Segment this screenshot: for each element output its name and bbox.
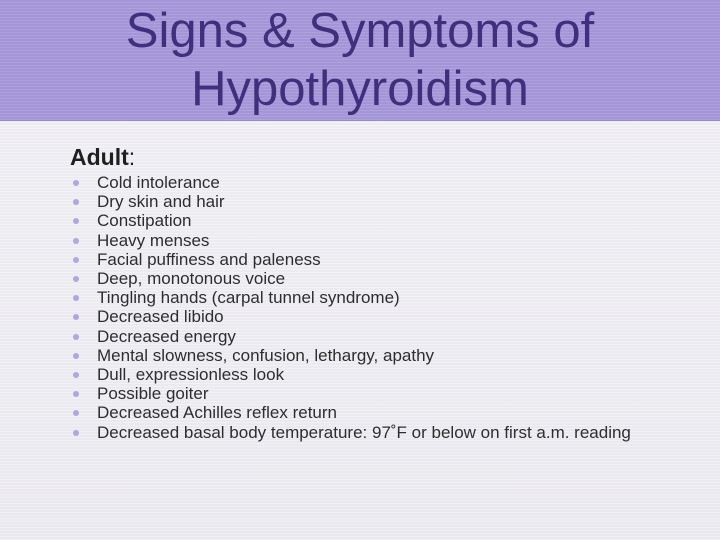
list-item bbox=[70, 288, 690, 307]
list-item bbox=[70, 327, 690, 346]
slide-title-line-2: Hypothyroidism bbox=[191, 62, 529, 116]
list-item bbox=[70, 211, 690, 230]
bullet-icon bbox=[73, 372, 79, 378]
list-item-text: Dry skin and hair bbox=[97, 192, 225, 212]
list-item bbox=[70, 173, 690, 192]
bullet-icon bbox=[73, 218, 79, 224]
list-item-text: Decreased basal body temperature: 97˚F or below on first a.m. reading bbox=[97, 422, 631, 442]
list-item-text: Deep, monotonous voice bbox=[97, 269, 286, 289]
list-item-text: Dull, expressionless look bbox=[97, 365, 285, 385]
bullet-icon bbox=[73, 257, 79, 263]
bullet-icon bbox=[73, 391, 79, 397]
list-item-text: Facial puffiness and paleness bbox=[97, 249, 321, 269]
bullet-icon bbox=[73, 238, 79, 244]
bullet-icon bbox=[73, 314, 79, 320]
bullet-icon bbox=[73, 430, 79, 436]
list-item-text: Constipation bbox=[97, 211, 192, 231]
list-item bbox=[70, 307, 690, 326]
list-item-text: Possible goiter bbox=[97, 384, 209, 404]
list-item-text: Tingling hands (carpal tunnel syndrome) bbox=[97, 288, 400, 308]
list-item bbox=[70, 231, 690, 250]
list-item-text: Decreased libido bbox=[97, 307, 224, 327]
list-item-text: Heavy menses bbox=[97, 230, 210, 250]
list-item bbox=[70, 192, 690, 211]
list-item bbox=[70, 250, 690, 269]
symptom-list bbox=[70, 173, 690, 442]
bullet-icon bbox=[73, 199, 79, 205]
list-item-text: Decreased Achilles reflex return bbox=[97, 403, 338, 423]
slide-title bbox=[0, 2, 720, 118]
section-heading-label: Adult bbox=[70, 144, 129, 170]
bullet-icon bbox=[73, 353, 79, 359]
bullet-icon bbox=[73, 180, 79, 186]
list-item bbox=[70, 384, 690, 403]
bullet-icon bbox=[73, 410, 79, 416]
bullet-icon bbox=[73, 276, 79, 282]
section-heading-colon: : bbox=[128, 144, 136, 170]
slide-title-line-1: Signs & Symptoms of bbox=[125, 4, 595, 58]
section-heading bbox=[70, 142, 690, 172]
list-item bbox=[70, 423, 690, 442]
list-item bbox=[70, 365, 690, 384]
list-item-text: Cold intolerance bbox=[97, 173, 220, 192]
list-item bbox=[70, 269, 690, 288]
list-item-text: Decreased energy bbox=[97, 326, 236, 346]
list-item bbox=[70, 403, 690, 422]
list-item-text: Mental slowness, confusion, lethargy, apathy bbox=[97, 345, 435, 365]
title-band bbox=[0, 0, 720, 121]
bullet-icon bbox=[73, 334, 79, 340]
slide-content bbox=[70, 142, 690, 442]
bullet-icon bbox=[73, 295, 79, 301]
list-item bbox=[70, 346, 690, 365]
